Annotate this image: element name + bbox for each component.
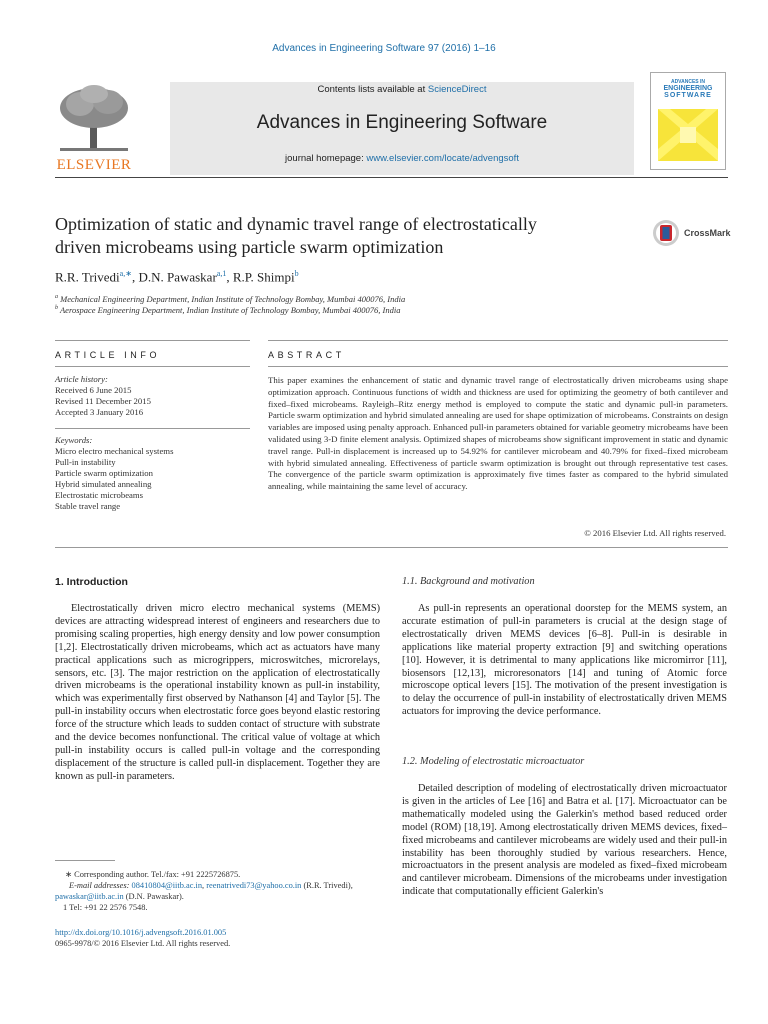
keyword-item: Stable travel range [55, 501, 121, 511]
author-separator: , [226, 269, 233, 285]
affiliation-b [55, 305, 401, 315]
keyword-item: Micro electro mechanical systems [55, 446, 174, 456]
crossmark-badge[interactable] [652, 219, 731, 247]
article-info-rule-top [55, 340, 250, 341]
keywords-block [55, 435, 250, 512]
publisher-name: ELSEVIER [56, 157, 132, 173]
homepage-prefix: journal homepage: [285, 153, 367, 164]
cover-line3: SOFTWARE [664, 92, 712, 99]
paper-title [55, 213, 625, 259]
revised-date: Revised 11 December 2015 [55, 396, 151, 406]
crossmark-icon [652, 219, 680, 247]
author-affil-mark[interactable]: b [294, 269, 299, 278]
modeling-body [402, 783, 727, 899]
elsevier-tree-icon [52, 82, 136, 154]
crossmark-label: CrossMark [684, 228, 731, 238]
section-heading-introduction: 1. Introduction [55, 576, 128, 588]
abstract-rule-top [268, 340, 728, 341]
journal-cover [650, 72, 726, 170]
footnotes [55, 869, 380, 913]
journal-reference[interactable]: Advances in Engineering Software 97 (2016) 1–16 [272, 43, 496, 54]
email-owner: (D.N. Pawaskar). [123, 892, 184, 901]
author-list [55, 269, 299, 285]
journal-title: Advances in Engineering Software [256, 112, 548, 133]
elsevier-logo [52, 82, 136, 172]
abstract-heading: ABSTRACT [268, 350, 345, 360]
journal-banner [170, 82, 634, 175]
intro-paragraph: Electrostatically driven micro electro mechanical systems (MEMS) devices are attracting widespread interest of engineers and researchers due to promising scaling properties, high energy density and low power consumption [1,2]. Electrostatically driven microbeams, which act as actuators have many practical applications such as microgrippers, microswitches, microrelays, sensors, etc. [3]. The major restriction on the application of electrostatically driven microbeams is the operational instability known as pull-in instability, which was experimentally first observed by Nathanson [4] and Taylor [5]. The pull-in instability occurs when electrostatic force goes beyond elastic restoring force of the structure which leads to sudden contact of structure with substrate and the device becomes nonfunctional. The critical value of voltage at which pull-in instability occurs is called pull-in voltage and the corresponding displacement of the structure is called pull-in displacement. Together they are known as pull-in parameters. [55, 603, 380, 782]
keywords-rule [55, 428, 250, 429]
cover-art-icon [658, 109, 718, 161]
intro-body [55, 603, 380, 784]
email-separator: , [202, 881, 207, 890]
section-heading-background: 1.1. Background and motivation [402, 576, 535, 587]
abstract-rule [268, 366, 728, 367]
email-label: E-mail addresses: [69, 881, 132, 890]
cover-line1: ADVANCES IN [670, 79, 706, 85]
sciencedirect-link[interactable]: ScienceDirect [427, 84, 487, 95]
modeling-paragraph: Detailed description of modeling of electrostatically driven microactuator is given in the articles of Lee [16] and Batra et al. [17]. Microactuator can be mathematically modeled using the Galerkin's method based reduced order model (ROM) [18,19]. Among electrostatically driven MEMS devices, fixed–fixed microbeams and cantilever microbeams are widely used and their pull-in instability has been thoroughly studied by various researchers. Hence, microactuators in the present analysis are modeled as fixed–fixed microbeam and cantilever microbeam. Dimensions of the microbeams under investigation indicate that computationally efficient Galerkin's [402, 783, 727, 898]
author-name: R.P. Shimpi [232, 269, 295, 285]
email-link[interactable]: pawaskar@iitb.ac.in [55, 892, 124, 901]
header-rule [55, 177, 728, 178]
author-affil-mark[interactable]: a,∗ [119, 269, 132, 278]
affiliation-text: Mechanical Engineering Department, Indian Institute of Technology Bombay, Mumbai 400076, India [60, 294, 406, 304]
doi-link[interactable]: http://dx.doi.org/10.1016/j.advengsoft.2016.01.005 [55, 928, 227, 937]
article-history [55, 374, 250, 418]
author-name: D.N. Pawaskar [138, 269, 217, 285]
abstract-rule-bottom [55, 547, 728, 548]
issn-line: 0965-9978/© 2016 Elsevier Ltd. All rights reserved. [55, 939, 231, 948]
abstract-copyright: © 2016 Elsevier Ltd. All rights reserved. [584, 528, 726, 538]
footnote-emails [55, 880, 380, 891]
contents-prefix: Contents lists available at [317, 84, 428, 95]
cover-title [651, 79, 725, 99]
title-line2: driven microbeams using particle swarm optimization [55, 237, 444, 257]
section-heading-modeling: 1.2. Modeling of electrostatic microactuator [402, 756, 585, 767]
affiliation-a [55, 294, 405, 304]
history-label: Article history: [55, 374, 108, 384]
footnote-emails-2 [55, 891, 380, 902]
background-paragraph: As pull-in represents an operational doorstep for the MEMS system, an accurate estimation of pull-in parameters is crucial at the design stage of electrostatically driven MEMS devices [6–8]. Pull-in is desirable in applications like material property extraction [9] and switching operations [10]. However, it is detrimental to many applications like micromirror [11], biosensors [12,13], microresonators [14] and tuning of Atomic force microscope optical levers [15]. The motivation of the present investigation is to delay the occurrence of pull-in instability of electrostatically driven MEMS actuators for improving the device performance. [402, 603, 727, 718]
author-separator: , [131, 269, 139, 285]
background-body [402, 603, 727, 719]
accepted-date: Accepted 3 January 2016 [55, 407, 144, 417]
received-date: Received 6 June 2015 [55, 385, 132, 395]
affiliation-mark: a [55, 294, 58, 301]
homepage-line [170, 153, 634, 164]
contents-line [170, 84, 634, 95]
email-link[interactable]: 08410804@iitb.ac.in [131, 881, 203, 890]
title-line1: Optimization of static and dynamic travel range of electrostatically [55, 214, 537, 234]
email-link[interactable]: reenatrivedi73@yahoo.co.in [206, 881, 302, 890]
keyword-item: Particle swarm optimization [55, 468, 153, 478]
cover-line2: ENGINEERING [663, 85, 713, 92]
article-info-rule [55, 366, 250, 367]
email-owner: (R.R. Trivedi), [301, 881, 353, 890]
author-affil-mark[interactable]: a,1 [216, 269, 227, 278]
keyword-item: Electrostatic microbeams [55, 490, 144, 500]
author-name: R.R. Trivedi [55, 269, 120, 285]
keyword-item: Pull-in instability [55, 457, 116, 467]
affiliation-mark: b [55, 305, 58, 312]
homepage-link[interactable]: www.elsevier.com/locate/advengsoft [366, 153, 519, 164]
affiliation-text: Aerospace Engineering Department, Indian Institute of Technology Bombay, Mumbai 400076, India [59, 305, 401, 315]
footnote-tel: 1 Tel: +91 22 2576 7548. [63, 903, 148, 912]
keywords-label: Keywords: [55, 435, 93, 445]
article-info-heading: ARTICLE INFO [55, 350, 161, 360]
footnote-corresponding: ∗ Corresponding author. Tel./fax: +91 2225726875. [65, 870, 241, 879]
keyword-item: Hybrid simulated annealing [55, 479, 152, 489]
abstract-text: This paper examines the enhancement of static and dynamic travel range of electrostatically driven microbeams using shape optimization approach. Continuous functions of width and thickness are used for optimizing the geometry of both cantilever and fixed–fixed microbeams. Rayleigh–Ritz energy method is employed to compute the static and dynamic pull-in parameters. Particle swarm optimization and hybrid simulated annealing are used for shape optimization of microbeams. Constraints on design variables are imposed using penalty approach. Enhanced pull-in parameters obtained for variable geometry microbeams have been validated using 3-D finite element analysis. Optimized shapes of microbeams show significant improvement in static and dynamic travel range. Pull-in displacement is increased up to 54.92% for cantilever microbeam and 40.79% for fixed–fixed microbeam with hybrid simulated annealing. Effectiveness of particle swarm optimization is brought out through representative test cases. The convergence of the particle swarm optimization is approximately five times faster as compared to the hybrid simulated annealing, while maintaining the same level of accuracy. [268, 375, 729, 492]
footnote-rule [55, 860, 115, 861]
